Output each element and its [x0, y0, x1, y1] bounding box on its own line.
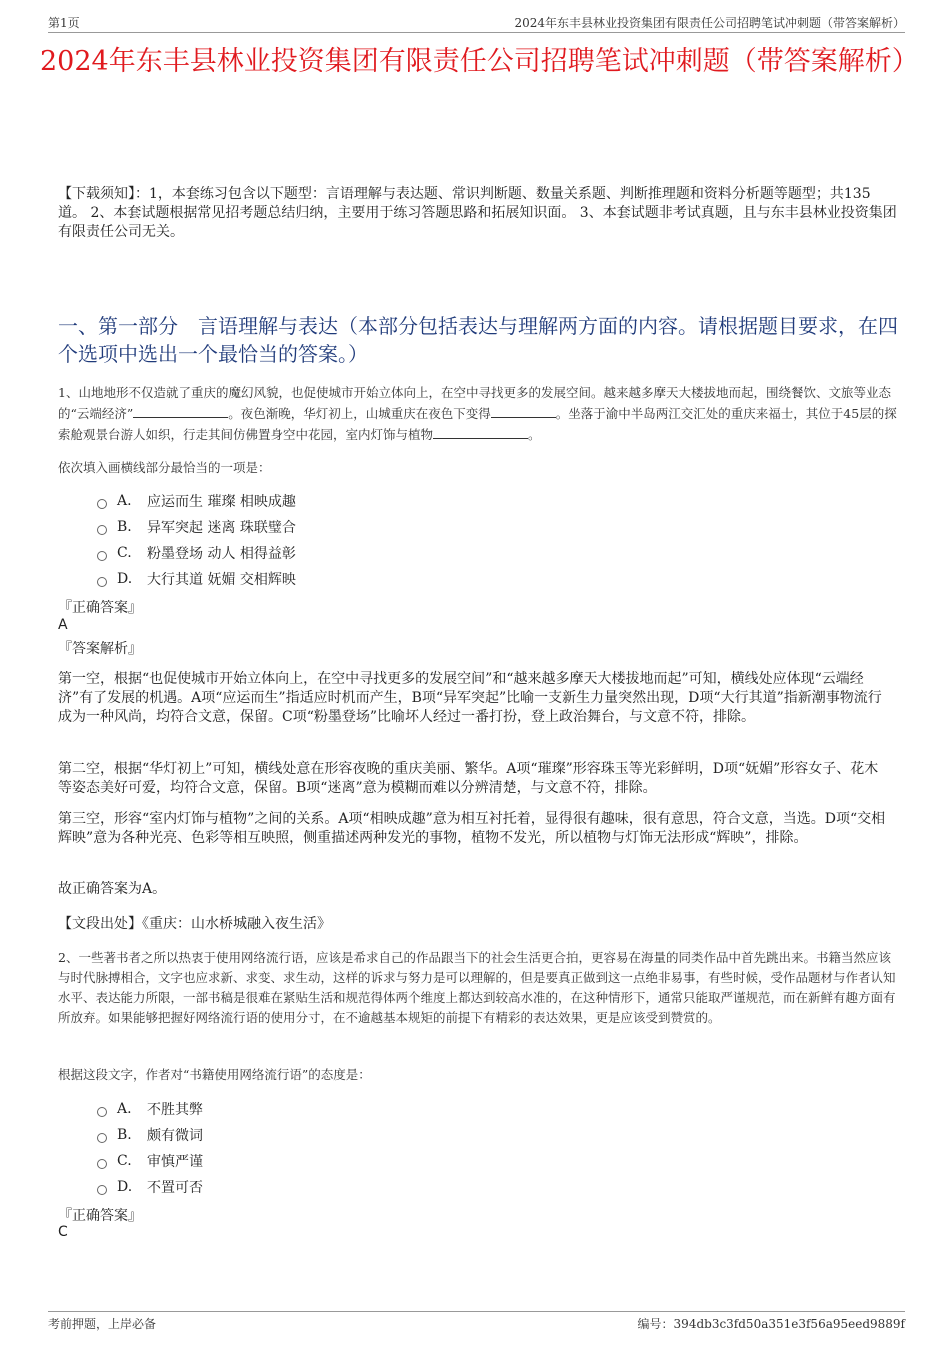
section-heading: 一、第一部分 言语理解与表达（本部分包括表达与理解两方面的内容。请根据题目要求，在四个选项中选出一个最恰当的答案。） — [58, 314, 898, 366]
header-doc-title: 2024年东丰县林业投资集团有限责任公司招聘笔试冲刺题（带答案解析） — [514, 16, 905, 30]
document-id: 编号：394db3c3fd50a351e3f56a95eed9889f — [637, 1317, 905, 1331]
page-header — [48, 14, 905, 33]
radio-icon[interactable] — [97, 1133, 107, 1143]
radio-icon[interactable] — [97, 551, 107, 561]
option-a[interactable]: A. 应运而生 璀璨 相映成趣 — [97, 488, 296, 514]
analysis-conclusion: 故正确答案为A。 — [58, 881, 167, 897]
document-title: 2024年东丰县林业投资集团有限责任公司招聘笔试冲刺题（带答案解析） — [40, 46, 919, 77]
question-2-text: 2、一些著书者之所以热衷于使用网络流行语，应该是希求自己的作品跟当下的社会生活更合拍，更容易在海量的同类作品中首先跳出来。书籍当然应该与时代脉搏相合，文字也应求新、求变、求生动，这样的诉求与努力是可以理解的，但是要真正做到这一点绝非易事，有些时候，受作品题材与作者认知水平、表达能力所限，一部书稿是很难在紧贴生活和规范得体两个维度上都达到较高水准的，在这种情形下，通常只能取严谨规范，而在新鲜有趣方面有所放弃。如果能够把握好网络流行语的使用分寸，在不逾越基本规矩的前提下有精彩的表达效果，更是应该受到赞赏的。 — [58, 950, 896, 1025]
question-2-options — [97, 1096, 203, 1200]
blank-1 — [133, 403, 228, 418]
analysis-paragraph: 第一空，根据“也促使城市开始立体向上，在空中寻找更多的发展空间”和“越来越多摩天大楼拔地而起”可知，横线处应体现“云端经济”有了发展的机遇。A项“应运而生”指适应时机而产生，B项“异军突起”比喻一支新生力量突然出现，D项“大行其道”指新潮事物流行成为一种风尚，均符合文意，保留。C项“粉墨登场”比喻坏人经过一番打扮，登上政治舞台，与文意不符，排除。 — [58, 671, 882, 725]
radio-icon[interactable] — [97, 577, 107, 587]
download-notice: 【下载须知】：1，本套练习包含以下题型：言语理解与表达题、常识判断题、数量关系题、判断推理题和资料分析题等题型；共135道。 2、本套试题根据常见招考题总结归纳，主要用于练习答题思路和拓展知识面。 3、本套试题非考试真题，且与东丰县林业投资集团有限责任公司无关。 — [58, 186, 897, 240]
option-b[interactable]: B. 异军突起 迷离 珠联璧合 — [97, 514, 296, 540]
question-1-text: 1、山地地形不仅造就了重庆的魔幻风貌，也促使城市开始立体向上，在空中寻找更多的发展空间。越来越多摩天大楼拔地而起，围绕餐饮、文旅等业态的“云端经济” 。夜色渐晚，华灯初上，山城重庆在夜色下变得 。坐落于渝中半岛两江交汇处的重庆来福士，其位于45层的探索舱观景台游人如织，行走其间仿佛置身空中花园，室内灯饰与植物 。 — [58, 385, 897, 442]
analysis-paragraph: 第三空，形容“室内灯饰与植物”之间的关系。A项“相映成趣”意为相互衬托着，显得很有趣味，很有意思，符合文意，当选。D项“交相辉映”意为各种光亮、色彩等相互映照，侧重描述两种发光的事物，植物不发光，所以植物与灯饰无法形成“辉映”，排除。 — [58, 811, 886, 846]
correct-answer-label: 『正确答案』 — [58, 600, 142, 616]
radio-icon[interactable] — [97, 1185, 107, 1195]
radio-icon[interactable] — [97, 499, 107, 509]
option-c[interactable]: C. 粉墨登场 动人 相得益彰 — [97, 540, 296, 566]
source-citation: 【文段出处】《重庆：山水桥城融入夜生活》 — [58, 916, 331, 932]
analysis-label: 『答案解析』 — [58, 641, 142, 657]
footer-slogan: 考前押题，上岸必备 — [48, 1317, 157, 1331]
correct-answer: A — [58, 617, 68, 633]
question-1-prompt: 依次填入画横线部分最恰当的一项是： — [58, 460, 271, 475]
option-c[interactable]: C. 审慎严谨 — [97, 1148, 203, 1174]
option-b[interactable]: B. 颇有微词 — [97, 1122, 203, 1148]
radio-icon[interactable] — [97, 525, 107, 535]
radio-icon[interactable] — [97, 1107, 107, 1117]
radio-icon[interactable] — [97, 1159, 107, 1169]
blank-2 — [491, 403, 556, 418]
correct-answer-label: 『正确答案』 — [58, 1208, 142, 1224]
option-d[interactable]: D. 不置可否 — [97, 1174, 203, 1200]
page-number: 第1页 — [48, 16, 80, 30]
page-footer — [48, 1311, 905, 1331]
correct-answer: C — [58, 1224, 68, 1240]
blank-3 — [433, 424, 528, 439]
question-1-options — [97, 488, 296, 592]
analysis-paragraph: 第二空，根据“华灯初上”可知，横线处意在形容夜晚的重庆美丽、繁华。A项“璀璨”形容珠玉等光彩鲜明，D项“妩媚”形容女子、花木等姿态美好可爱，均符合文意，保留。B项“迷离”意为模糊而难以分辨清楚，与文意不符，排除。 — [58, 761, 879, 796]
question-2-prompt: 根据这段文字，作者对“书籍使用网络流行语”的态度是： — [58, 1067, 371, 1082]
option-a[interactable]: A. 不胜其弊 — [97, 1096, 203, 1122]
option-d[interactable]: D. 大行其道 妩媚 交相辉映 — [97, 566, 296, 592]
